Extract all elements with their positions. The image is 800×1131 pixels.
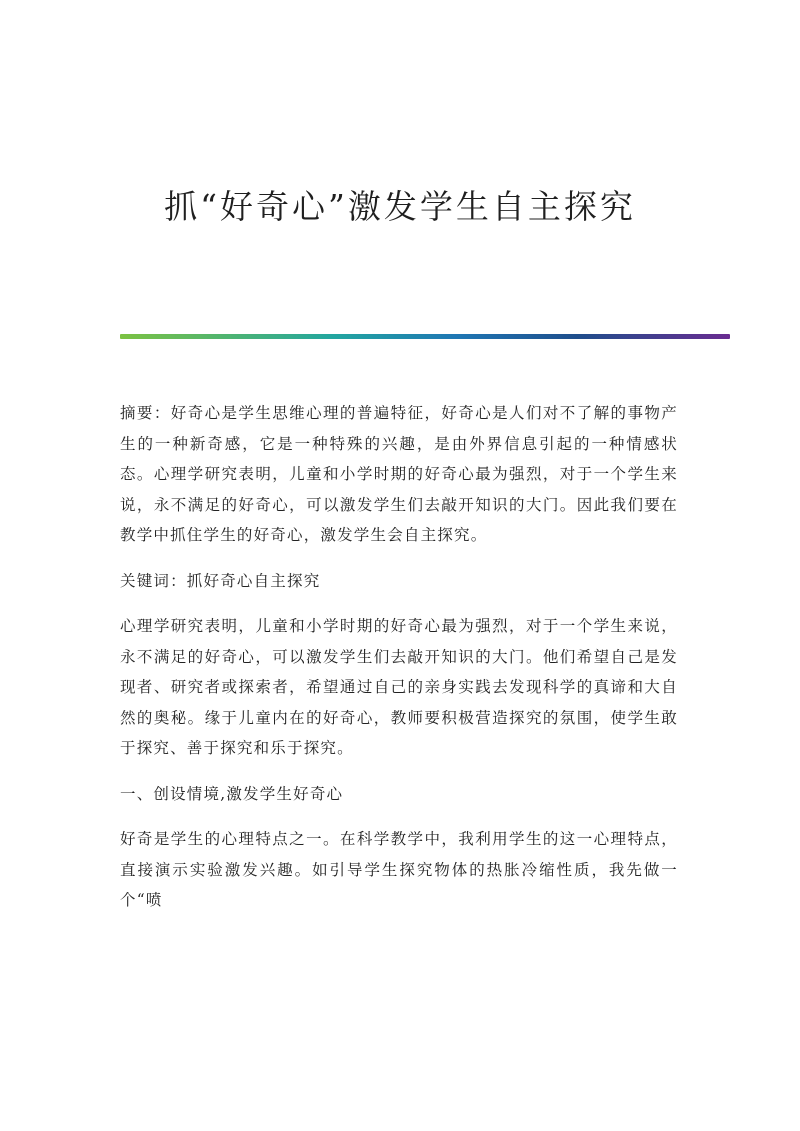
body-paragraph: 心理学研究表明，儿童和小学时期的好奇心最为强烈，对于一个学生来说，永不满足的好奇心，可以激发学生们去敲开知识的大门。他们希望自己是发现者、研究者或探索者，希望通过自己的亲身实践去发现科学的真谛和大自然的奥秘。缘于儿童内在的好奇心，教师要积极营造探究的氛围，使学生敢于探究、善于探究和乐于探究。 <box>120 617 678 757</box>
body-paragraph: 好奇是学生的心理特点之一。在科学教学中，我利用学生的这一心理特点，直接演示实验激发兴趣。如引导学生探究物体的热胀冷缩性质，我先做一个“喷 <box>120 830 678 909</box>
abstract-paragraph: 摘要：好奇心是学生思维心理的普遍特征，好奇心是人们对不了解的事物产生的一种新奇感，它是一种特殊的兴趣，是由外界信息引起的一种情感状态。心理学研究表明，儿童和小学时期的好奇心最为强烈，对于一个学生来说，永不满足的好奇心，可以激发学生们去敲开知识的大门。因此我们要在教学中抓住学生的好奇心，激发学生会自主探究。 <box>120 404 678 544</box>
document-body <box>120 398 678 931</box>
keywords-line: 关键词：抓好奇心自主探究 <box>120 571 321 590</box>
document-title: 抓“好奇心”激发学生自主探究 <box>164 187 636 226</box>
title-divider <box>120 334 730 339</box>
section-heading: 一、创设情境,激发学生好奇心 <box>120 784 344 803</box>
